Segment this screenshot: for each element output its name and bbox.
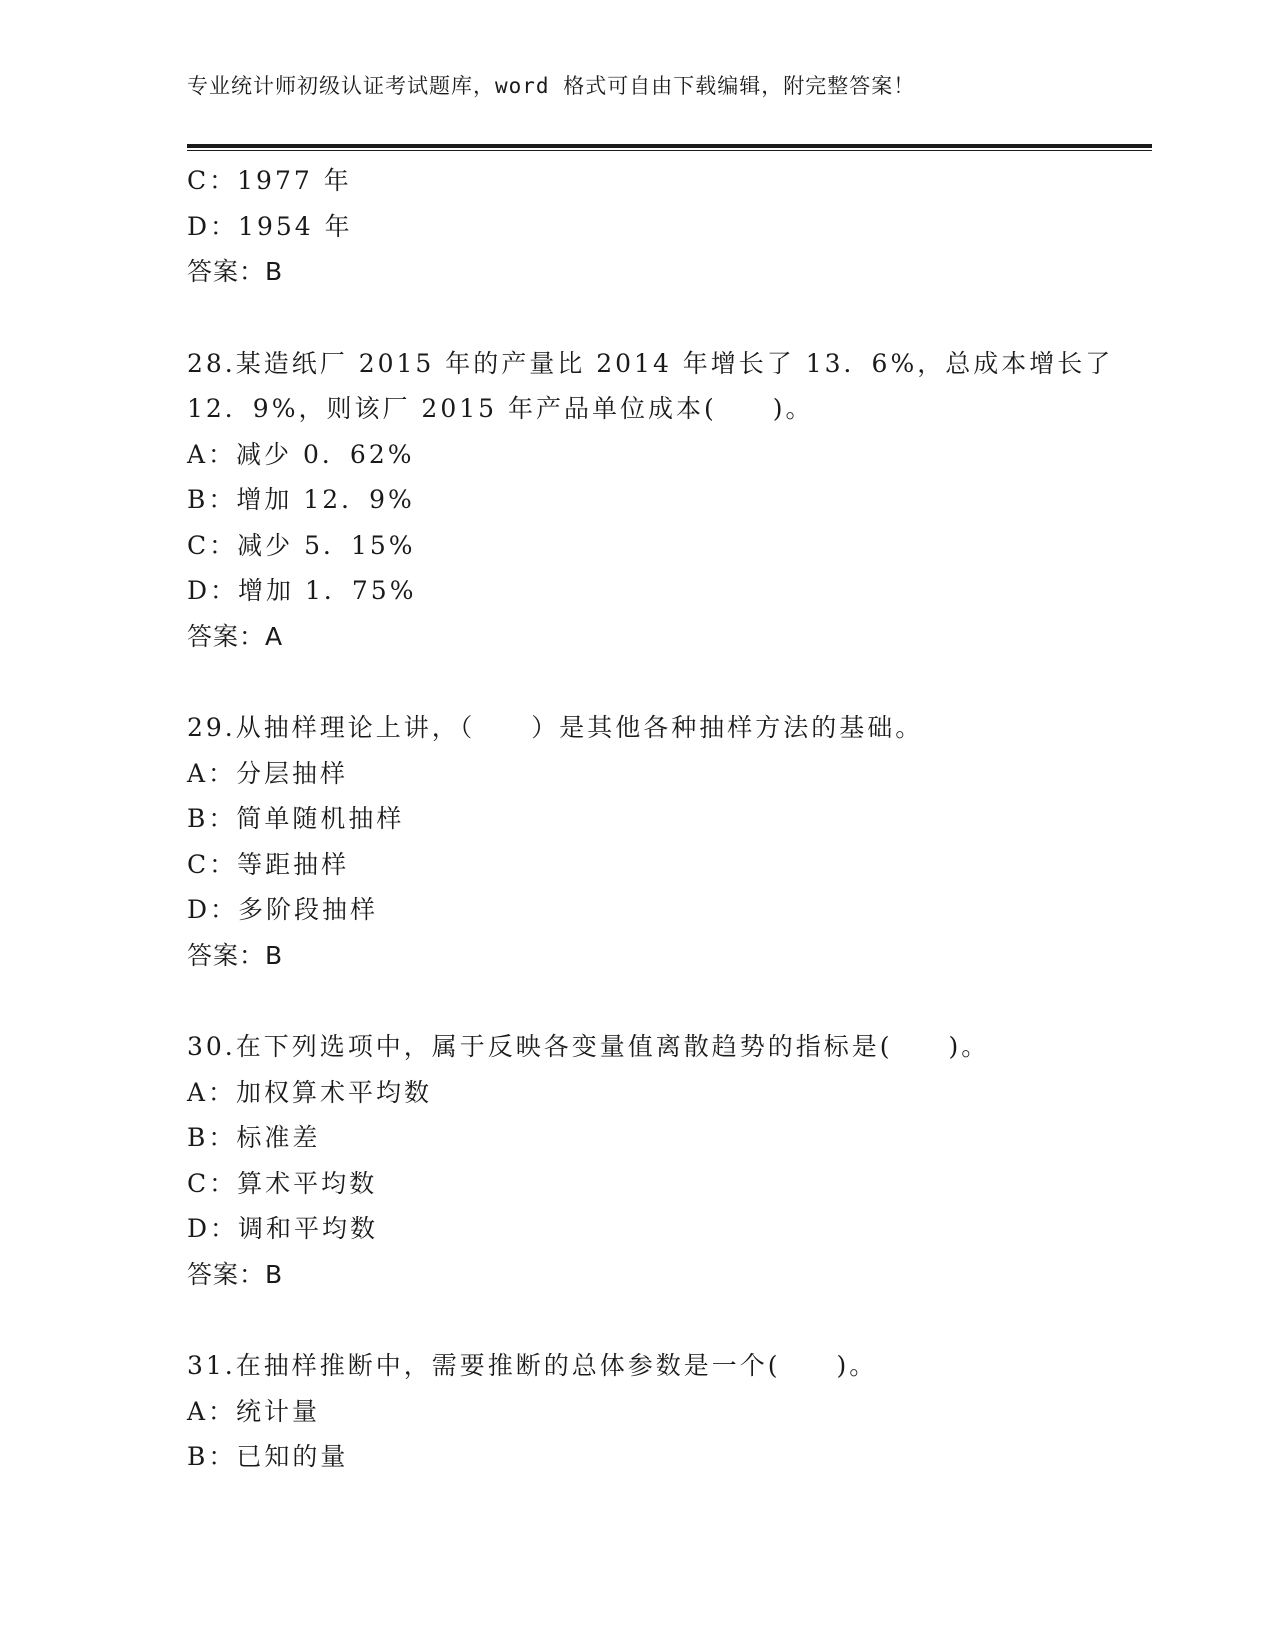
answer-line: 答案：B xyxy=(187,257,284,286)
option-c: C：算术平均数 xyxy=(187,1168,378,1198)
option-a: A：分层抽样 xyxy=(187,758,349,788)
option-c: C：减少 5．15% xyxy=(187,530,416,560)
option-d: D：多阶段抽样 xyxy=(187,895,379,924)
answer-line: 答案：B xyxy=(187,940,284,970)
spacer xyxy=(187,659,1147,705)
header-rule-thick xyxy=(187,144,1152,148)
option-b: B：标准差 xyxy=(187,1123,321,1152)
page-header: 专业统计师初级认证考试题库，word 格式可自由下载编辑，附完整答案！ xyxy=(187,74,916,98)
spacer xyxy=(187,295,1147,341)
header-rule-thin xyxy=(187,150,1152,151)
question-28 xyxy=(187,341,1147,660)
question-stem: 29.从抽样理论上讲，（ ）是其他各种抽样方法的基础。 xyxy=(187,713,924,742)
option-c: C：等距抽样 xyxy=(187,849,350,879)
option-d: D：1954 年 xyxy=(187,211,353,241)
option-a: A：加权算术平均数 xyxy=(187,1077,433,1107)
option-a: A：统计量 xyxy=(187,1396,321,1426)
question-31 xyxy=(187,1343,1147,1480)
spacer xyxy=(187,978,1147,1024)
spacer xyxy=(187,1297,1147,1343)
option-a: A：减少 0．62% xyxy=(187,439,415,469)
answer-line: 答案：B xyxy=(187,1259,284,1289)
option-c: C：1977 年 xyxy=(187,166,352,195)
option-b: B：增加 12．9% xyxy=(187,485,415,514)
option-b: B：简单随机抽样 xyxy=(187,804,405,833)
question-29 xyxy=(187,705,1147,978)
question-list xyxy=(187,158,1147,1480)
question-stem: 31.在抽样推断中，需要推断的总体参数是一个( )。 xyxy=(187,1351,878,1380)
question-stem-continued: 12．9%，则该厂 2015 年产品单位成本( )。 xyxy=(187,394,814,423)
option-d: D：增加 1．75% xyxy=(187,576,417,605)
question-27-tail xyxy=(187,158,1147,295)
question-30 xyxy=(187,1024,1147,1297)
option-d: D：调和平均数 xyxy=(187,1214,379,1243)
question-stem: 30.在下列选项中，属于反映各变量值离散趋势的指标是( )。 xyxy=(187,1032,990,1061)
answer-line: 答案：A xyxy=(187,621,284,651)
question-stem: 28.某造纸厂 2015 年的产量比 2014 年增长了 13．6%，总成本增长了 xyxy=(187,348,1114,378)
option-b: B：已知的量 xyxy=(187,1442,349,1471)
